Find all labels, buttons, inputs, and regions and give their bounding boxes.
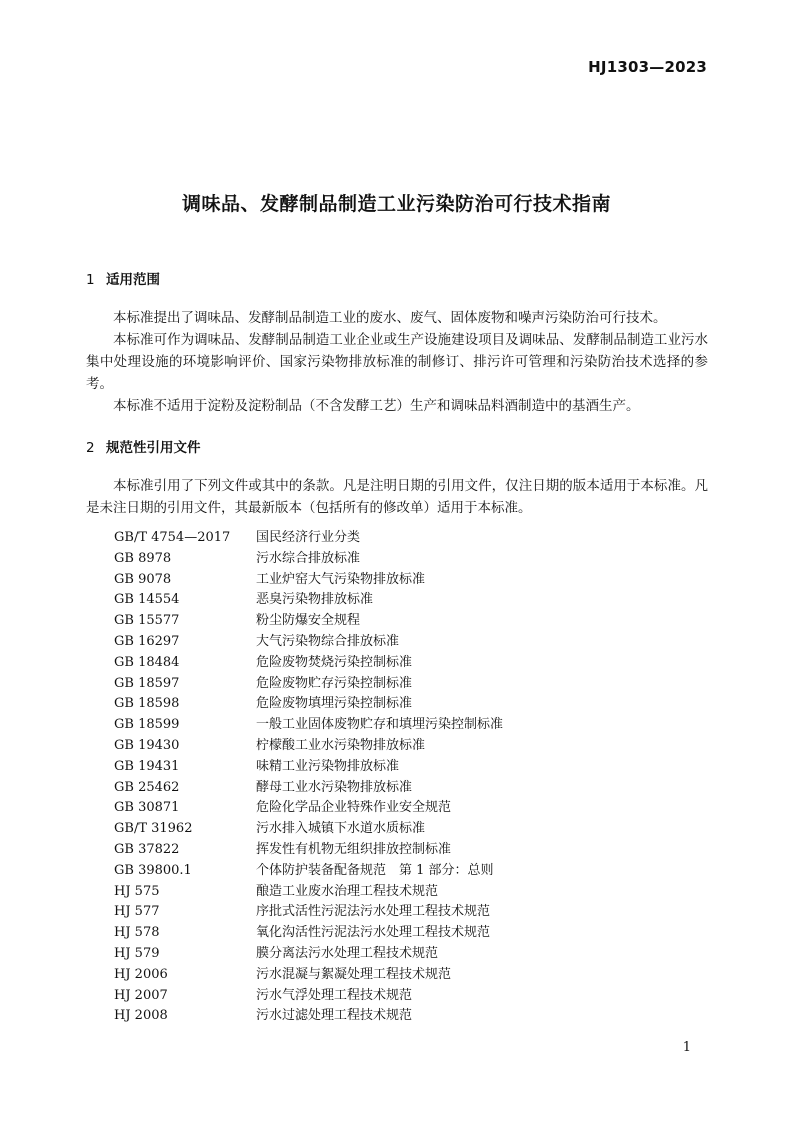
reference-item <box>114 692 714 713</box>
reference-code: HJ 575 <box>114 883 160 899</box>
reference-title: 国民经济行业分类 <box>256 530 361 545</box>
reference-code: HJ 2008 <box>114 1008 168 1024</box>
section-1-number: 1 <box>86 272 95 288</box>
reference-code: GB 19430 <box>114 737 180 753</box>
document-title: 调味品、发酵制品制造工业污染防治可行技术指南 <box>181 193 611 215</box>
reference-item <box>114 942 714 963</box>
reference-item <box>114 713 714 734</box>
reference-item <box>114 609 714 630</box>
reference-item <box>114 838 714 859</box>
reference-item <box>114 963 714 984</box>
section-1-paragraph-1: 本标准提出了调味品、发酵制品制造工业的废水、废气、固体废物和噪声污染防治可行技术。 <box>113 310 667 326</box>
reference-title: 污水排入城镇下水道水质标准 <box>256 821 426 837</box>
reference-item <box>114 921 714 942</box>
reference-title: 一般工业固体废物贮存和填埋污染控制标准 <box>256 717 504 733</box>
reference-title: 味精工业污染物排放标准 <box>256 758 400 774</box>
reference-title: 污水综合排放标准 <box>256 550 361 566</box>
reference-item <box>114 817 714 838</box>
reference-item <box>114 547 714 568</box>
reference-code: GB 8978 <box>114 550 172 566</box>
reference-item <box>114 526 714 547</box>
reference-item <box>114 796 714 817</box>
normative-references-list <box>114 526 714 1025</box>
reference-code: GB 30871 <box>114 800 180 816</box>
section-2-number: 2 <box>86 440 95 456</box>
reference-title: 酿造工业废水治理工程技术规范 <box>256 883 439 899</box>
reference-code: GB 14554 <box>114 592 180 608</box>
section-1-title: 适用范围 <box>106 272 160 288</box>
reference-item <box>114 859 714 880</box>
reference-code: HJ 2007 <box>114 987 168 1003</box>
reference-item <box>114 672 714 693</box>
reference-item <box>114 984 714 1005</box>
reference-code: HJ 578 <box>114 925 160 941</box>
section-2-paragraph-1: 本标准引用了下列文件或其中的条款。凡是注明日期的引用文件，仅注日期的版本适用于本标准。凡是未注日期的引用文件，其最新版本（包括所有的修改单）适用于本标准。 <box>86 478 708 516</box>
reference-title: 危险废物焚烧污染控制标准 <box>256 654 413 670</box>
reference-item <box>114 880 714 901</box>
section-2-title: 规范性引用文件 <box>106 440 201 456</box>
section-1-paragraph-2: 本标准可作为调味品、发酵制品制造工业企业或生产设施建设项目及调味品、发酵制品制造工业污水集中处理设施的环境影响评价、国家污染物排放标准的制修订、排污许可管理和污染防治技术选择的参考。 <box>86 332 708 392</box>
reference-item <box>114 1004 714 1025</box>
reference-title: 污水气浮处理工程技术规范 <box>256 987 413 1003</box>
reference-title: 膜分离法污水处理工程技术规范 <box>256 945 439 961</box>
reference-code: GB 18598 <box>114 696 180 712</box>
reference-title: 柠檬酸工业水污染物排放标准 <box>256 737 426 753</box>
reference-code: GB/T 31962 <box>114 821 193 837</box>
reference-code: GB 39800.1 <box>114 862 192 878</box>
reference-code: GB/T 4754—2017 <box>114 530 231 545</box>
reference-title: 污水过滤处理工程技术规范 <box>256 1008 413 1024</box>
section-2-heading <box>86 436 201 456</box>
reference-code: GB 19431 <box>114 758 180 774</box>
reference-title: 酵母工业水污染物排放标准 <box>256 779 413 795</box>
reference-title: 污水混凝与絮凝处理工程技术规范 <box>256 966 452 982</box>
reference-item <box>114 630 714 651</box>
reference-code: GB 18484 <box>114 654 180 670</box>
reference-title: 粉尘防爆安全规程 <box>256 613 361 629</box>
reference-title: 大气污染物综合排放标准 <box>256 633 400 649</box>
reference-code: HJ 2006 <box>114 966 168 982</box>
reference-code: GB 9078 <box>114 571 172 587</box>
standard-number: HJ1303—2023 <box>588 58 707 76</box>
reference-title: 危险化学品企业特殊作业安全规范 <box>256 800 452 816</box>
reference-code: GB 16297 <box>114 633 180 649</box>
reference-item <box>114 588 714 609</box>
reference-title: 挥发性有机物无组织排放控制标准 <box>256 841 452 857</box>
reference-title: 序批式活性污泥法污水处理工程技术规范 <box>256 904 491 920</box>
reference-item <box>114 776 714 797</box>
reference-title: 个体防护装备配备规范 第 1 部分：总则 <box>256 862 494 878</box>
reference-title: 危险废物贮存污染控制标准 <box>256 675 413 691</box>
reference-title: 氧化沟活性污泥法污水处理工程技术规范 <box>256 925 491 941</box>
reference-item <box>114 568 714 589</box>
reference-title: 工业炉窑大气污染物排放标准 <box>256 571 426 587</box>
reference-item <box>114 755 714 776</box>
reference-code: GB 18599 <box>114 717 180 733</box>
reference-code: GB 18597 <box>114 675 180 691</box>
reference-code: HJ 579 <box>114 945 160 961</box>
reference-item <box>114 734 714 755</box>
reference-item <box>114 651 714 672</box>
reference-code: GB 25462 <box>114 779 180 795</box>
reference-item <box>114 900 714 921</box>
section-1-heading <box>86 268 160 288</box>
section-1-paragraph-3: 本标准不适用于淀粉及淀粉制品（不含发酵工艺）生产和调味品料酒制造中的基酒生产。 <box>113 398 640 414</box>
reference-title: 恶臭污染物排放标准 <box>256 592 374 608</box>
page-number: 1 <box>682 1040 691 1055</box>
reference-code: HJ 577 <box>114 904 160 920</box>
reference-title: 危险废物填埋污染控制标准 <box>256 696 413 712</box>
reference-code: GB 15577 <box>114 613 180 629</box>
reference-code: GB 37822 <box>114 841 180 857</box>
